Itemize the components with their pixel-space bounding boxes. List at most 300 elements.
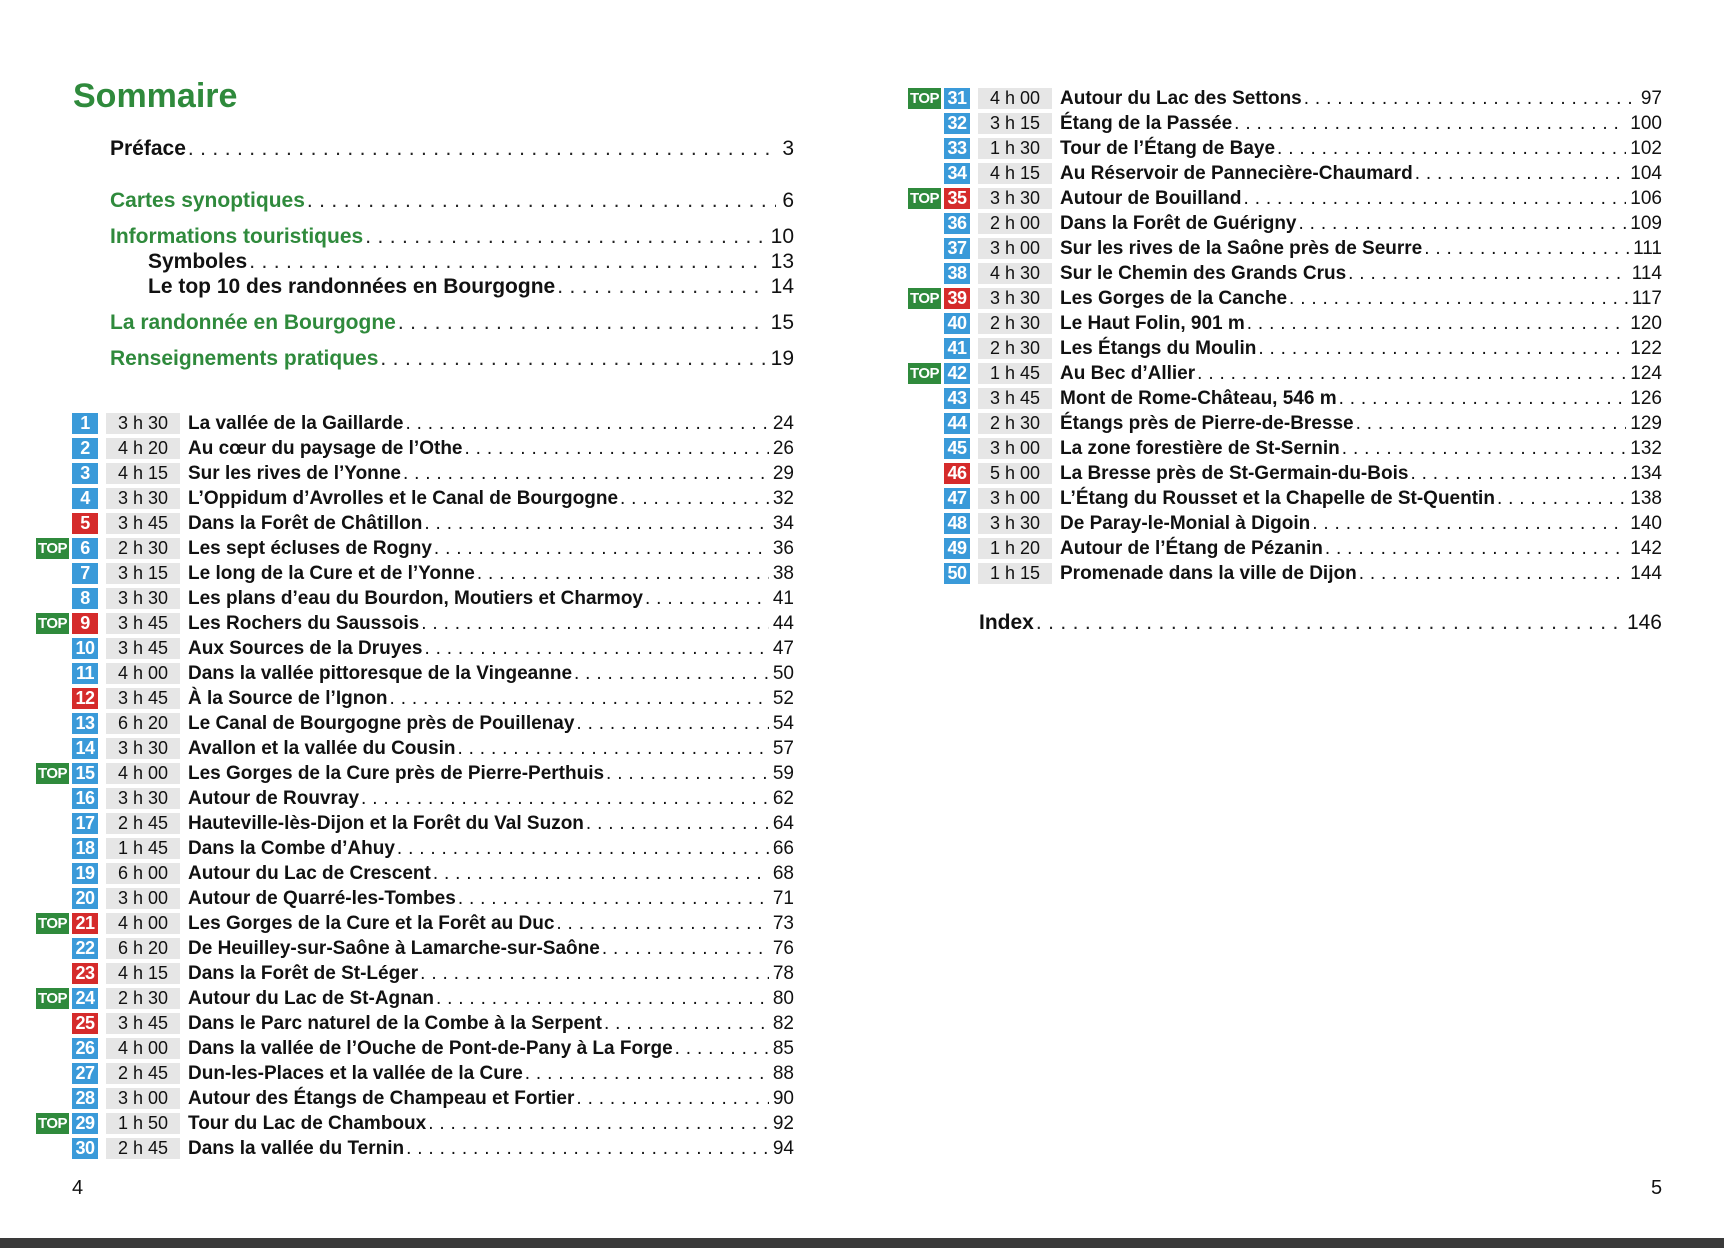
hike-duration: 4 h 15: [106, 463, 180, 484]
hike-number-badge: 3: [72, 463, 98, 484]
leader-dots: [602, 938, 769, 960]
hike-number-badge: 10: [72, 638, 98, 659]
top-badge: TOP: [37, 1115, 68, 1132]
hike-name: Hauteville-lès-Dijon et la Forêt du Val Suzon: [188, 812, 584, 834]
hike-page: 52: [772, 687, 794, 709]
leader-dots: [457, 738, 768, 760]
hike-number-badge: 4: [72, 488, 98, 509]
hike-row: [944, 511, 1662, 536]
hike-row: [944, 386, 1662, 411]
top-badge: TOP: [37, 615, 68, 632]
hike-duration: 2 h 30: [978, 413, 1052, 434]
toc-entry-randonnee: [110, 310, 794, 336]
hike-name: Les sept écluses de Rogny: [188, 537, 432, 559]
hike-row: [37, 536, 794, 561]
hike-number-badge: 17: [72, 813, 98, 834]
leader-dots: [406, 1138, 769, 1160]
hike-duration: 3 h 30: [106, 413, 180, 434]
hike-duration: 6 h 20: [106, 713, 180, 734]
hike-duration: 6 h 00: [106, 863, 180, 884]
hike-number-badge: 18: [72, 838, 98, 859]
leader-dots: [1244, 188, 1627, 210]
leader-dots: [576, 713, 768, 735]
top-badge: TOP: [37, 990, 68, 1007]
hike-name: Tour du Lac de Chamboux: [188, 1112, 427, 1134]
hike-row: [944, 311, 1662, 336]
leader-dots: [1304, 88, 1637, 110]
hike-name: Autour du Lac de Crescent: [188, 862, 431, 884]
hike-number-badge: 40: [944, 313, 970, 334]
hike-name: L’Oppidum d’Avrolles et le Canal de Bourgogne: [188, 487, 619, 509]
hike-name: Les plans d’eau du Bourdon, Moutiers et Charmoy: [188, 587, 643, 609]
hike-name: Au cœur du paysage de l’Othe: [188, 437, 463, 459]
top-badge: TOP: [37, 915, 68, 932]
hike-name: Les Gorges de la Canche: [1060, 287, 1288, 309]
hike-page: 144: [1630, 562, 1662, 584]
hike-row: [72, 411, 794, 436]
hike-page: 132: [1630, 437, 1662, 459]
hike-page: 71: [772, 887, 794, 909]
hike-duration: 3 h 30: [978, 288, 1052, 309]
hike-name: Autour de Rouvray: [188, 787, 360, 809]
hike-row: [944, 161, 1662, 186]
hike-number-badge: 19: [72, 863, 98, 884]
leader-dots: [620, 488, 769, 510]
hike-page: 66: [772, 837, 794, 859]
toc-entry-renseignements: [110, 346, 794, 372]
toc-entry-index: [979, 610, 1662, 636]
hike-number-badge: 32: [944, 113, 970, 134]
hike-page: 68: [772, 862, 794, 884]
leader-dots: [465, 438, 769, 460]
hike-duration: 1 h 20: [978, 538, 1052, 559]
hike-name: Au Réservoir de Pannecière-Chaumard: [1060, 162, 1413, 184]
top-badge: TOP: [909, 190, 940, 207]
hike-row: [37, 611, 794, 636]
hike-list-left: [37, 411, 794, 1161]
hike-duration: 3 h 30: [106, 588, 180, 609]
hike-number-badge: 6: [72, 538, 98, 559]
hike-page: 106: [1630, 187, 1662, 209]
hike-name: La zone forestière de St-Sernin: [1060, 437, 1340, 459]
leader-dots: [428, 1113, 769, 1135]
hike-number-badge: 26: [72, 1038, 98, 1059]
hike-row: [37, 1111, 794, 1136]
hike-duration: 1 h 30: [978, 138, 1052, 159]
hike-number-badge: 11: [72, 663, 98, 684]
hike-duration: 3 h 00: [978, 438, 1052, 459]
hike-name: Dans la Combe d’Ahuy: [188, 837, 395, 859]
hike-duration: 1 h 15: [978, 563, 1052, 584]
hike-duration: 3 h 45: [106, 1013, 180, 1034]
hike-page: 24: [772, 412, 794, 434]
hike-duration: 4 h 15: [978, 163, 1052, 184]
leader-dots: [1342, 438, 1627, 460]
hike-number-badge: 34: [944, 163, 970, 184]
leader-dots: [1277, 138, 1626, 160]
leader-dots: [1036, 610, 1621, 636]
toc-label: Index: [979, 611, 1034, 634]
hike-row: [944, 136, 1662, 161]
hike-name: Dans la Forêt de Châtillon: [188, 512, 423, 534]
toc-label: Le top 10 des randonnées en Bourgogne: [148, 275, 556, 298]
hike-number-badge: 7: [72, 563, 98, 584]
hike-number-badge: 46: [944, 463, 970, 484]
hike-number-badge: 27: [72, 1063, 98, 1084]
leader-dots: [586, 813, 769, 835]
hike-row: [944, 261, 1662, 286]
hike-number-badge: 22: [72, 938, 98, 959]
top-badge: TOP: [37, 765, 68, 782]
hike-duration: 6 h 20: [106, 938, 180, 959]
hike-duration: 2 h 45: [106, 1138, 180, 1159]
leader-dots: [307, 188, 776, 214]
hike-duration: 4 h 00: [106, 1038, 180, 1059]
hike-name: Les Gorges de la Cure près de Pierre-Perthuis: [188, 762, 605, 784]
hike-duration: 3 h 30: [106, 488, 180, 509]
hike-name: Dans la vallée du Ternin: [188, 1137, 405, 1159]
leader-dots: [606, 763, 769, 785]
hike-page: 36: [772, 537, 794, 559]
hike-page: 140: [1630, 512, 1662, 534]
hike-duration: 4 h 00: [106, 763, 180, 784]
hike-duration: 4 h 20: [106, 438, 180, 459]
top-badge: TOP: [909, 290, 940, 307]
hike-duration: 2 h 30: [106, 988, 180, 1009]
hike-name: Aux Sources de la Druyes: [188, 637, 423, 659]
hike-row: [944, 536, 1662, 561]
leader-dots: [1348, 263, 1628, 285]
window-bottom-bar: [0, 1238, 1724, 1248]
hike-page: 129: [1630, 412, 1662, 434]
hike-name: La vallée de la Gaillarde: [188, 412, 404, 434]
hike-name: La Bresse près de St-Germain-du-Bois: [1060, 462, 1409, 484]
hike-name: Sur les rives de l’Yonne: [188, 462, 401, 484]
hike-name: Promenade dans la ville de Dijon: [1060, 562, 1357, 584]
leader-dots: [1312, 513, 1626, 535]
hike-duration: 4 h 00: [106, 663, 180, 684]
hike-row: [944, 436, 1662, 461]
leader-dots: [1258, 338, 1626, 360]
leader-dots: [249, 249, 764, 275]
hike-name: De Paray-le-Monial à Digoin: [1060, 512, 1311, 534]
toc-page: 146: [1626, 611, 1662, 634]
hike-duration: 2 h 30: [978, 313, 1052, 334]
hike-row: [37, 761, 794, 786]
hike-number-badge: 25: [72, 1013, 98, 1034]
hike-name: Dans la Forêt de St-Léger: [188, 962, 419, 984]
hike-duration: 4 h 00: [978, 88, 1052, 109]
hike-number-badge: 5: [72, 513, 98, 534]
top-badge: TOP: [37, 540, 68, 557]
hike-page: 59: [772, 762, 794, 784]
hike-number-badge: 43: [944, 388, 970, 409]
hike-page: 41: [772, 587, 794, 609]
hike-page: 73: [772, 912, 794, 934]
toc-page: 14: [770, 275, 794, 298]
hike-number-badge: 13: [72, 713, 98, 734]
toc-label: Informations touristiques: [110, 225, 364, 248]
hike-duration: 2 h 45: [106, 813, 180, 834]
hike-name: Dans la vallée pittoresque de la Vingeanne: [188, 662, 573, 684]
hike-number-badge: 33: [944, 138, 970, 159]
leader-dots: [645, 588, 769, 610]
hike-duration: 2 h 45: [106, 1063, 180, 1084]
hike-row: [72, 1086, 794, 1111]
hike-page: 111: [1633, 237, 1662, 259]
hike-number-badge: 38: [944, 263, 970, 284]
leader-dots: [1356, 413, 1627, 435]
hike-page: 122: [1630, 337, 1662, 359]
hike-row: [944, 211, 1662, 236]
hike-page: 88: [772, 1062, 794, 1084]
hike-row: [944, 411, 1662, 436]
toc-page: 3: [782, 137, 794, 160]
hike-duration: 3 h 45: [106, 688, 180, 709]
hike-name: Les Rochers du Saussois: [188, 612, 420, 634]
hike-name: Autour du Lac de St-Agnan: [188, 987, 434, 1009]
hike-duration: 1 h 45: [106, 838, 180, 859]
hike-name: Mont de Rome-Château, 546 m: [1060, 387, 1337, 409]
hike-row: [72, 1061, 794, 1086]
hike-row: [909, 286, 1662, 311]
hike-name: Les Gorges de la Cure et la Forêt au Duc: [188, 912, 555, 934]
hike-number-badge: 39: [944, 288, 970, 309]
hike-duration: 3 h 30: [106, 788, 180, 809]
hike-number-badge: 1: [72, 413, 98, 434]
leader-dots: [477, 563, 769, 585]
hike-page: 104: [1630, 162, 1662, 184]
leader-dots: [557, 274, 764, 300]
hike-duration: 3 h 15: [106, 563, 180, 584]
hike-number-badge: 15: [72, 763, 98, 784]
leader-dots: [424, 513, 768, 535]
toc-label: La randonnée en Bourgogne: [110, 311, 396, 334]
leader-dots: [1415, 163, 1627, 185]
leader-dots: [458, 888, 769, 910]
toc-label: Renseignements pratiques: [110, 347, 379, 370]
leader-dots: [576, 1088, 768, 1110]
leader-dots: [1497, 488, 1626, 510]
hike-number-badge: 37: [944, 238, 970, 259]
hike-page: 34: [772, 512, 794, 534]
hike-name: Autour de l’Étang de Pézanin: [1060, 537, 1323, 559]
leader-dots: [403, 463, 769, 485]
hike-number-badge: 28: [72, 1088, 98, 1109]
hike-number-badge: 12: [72, 688, 98, 709]
hike-row: [909, 361, 1662, 386]
hike-page: 138: [1630, 487, 1662, 509]
hike-name: Tour de l’Étang de Baye: [1060, 137, 1276, 159]
leader-dots: [1424, 238, 1629, 260]
hike-name: Étang de la Passée: [1060, 112, 1233, 134]
hike-duration: 3 h 45: [106, 613, 180, 634]
hike-page: 50: [772, 662, 794, 684]
hike-number-badge: 45: [944, 438, 970, 459]
hike-name: Autour des Étangs de Champeau et Fortier: [188, 1087, 575, 1109]
toc-label: Cartes synoptiques: [110, 189, 305, 212]
hike-page: 120: [1630, 312, 1662, 334]
leader-dots: [380, 346, 764, 372]
hike-row: [72, 736, 794, 761]
hike-name: Étangs près de Pierre-de-Bresse: [1060, 412, 1354, 434]
hike-row: [72, 1136, 794, 1161]
hike-page: 54: [772, 712, 794, 734]
leader-dots: [1197, 363, 1626, 385]
hike-row: [72, 811, 794, 836]
leader-dots: [420, 963, 769, 985]
hike-row: [72, 836, 794, 861]
hike-number-badge: 21: [72, 913, 98, 934]
page-number-right: 5: [1651, 1177, 1663, 1199]
hike-page: 57: [772, 737, 794, 759]
leader-dots: [421, 613, 769, 635]
leader-dots: [574, 663, 769, 685]
hike-number-badge: 23: [72, 963, 98, 984]
hike-row: [72, 686, 794, 711]
hike-row: [944, 461, 1662, 486]
top-badge: TOP: [909, 365, 940, 382]
leader-dots: [604, 1013, 769, 1035]
hike-number-badge: 36: [944, 213, 970, 234]
leader-dots: [365, 224, 764, 250]
hike-row: [72, 661, 794, 686]
hike-duration: 3 h 30: [978, 188, 1052, 209]
hike-duration: 3 h 15: [978, 113, 1052, 134]
toc-label: Symboles: [148, 250, 248, 273]
hike-name: Dans la Forêt de Guérigny: [1060, 212, 1297, 234]
hike-row: [72, 961, 794, 986]
hike-duration: 3 h 30: [106, 738, 180, 759]
leader-dots: [675, 1038, 769, 1060]
hike-name: Le Haut Folin, 901 m: [1060, 312, 1245, 334]
leader-dots: [1234, 113, 1626, 135]
leader-dots: [188, 136, 776, 162]
hike-page: 90: [772, 1087, 794, 1109]
hike-page: 124: [1630, 362, 1662, 384]
hike-page: 97: [1640, 87, 1662, 109]
hike-row: [72, 711, 794, 736]
hike-duration: 3 h 00: [106, 888, 180, 909]
hike-name: Le long de la Cure et de l’Yonne: [188, 562, 475, 584]
hike-page: 94: [772, 1137, 794, 1159]
leader-dots: [361, 788, 769, 810]
leader-dots: [1339, 388, 1627, 410]
hike-number-badge: 42: [944, 363, 970, 384]
right-page: [862, 0, 1724, 1248]
toc-entry-symboles: [148, 249, 794, 275]
page-title: Sommaire: [73, 77, 238, 115]
hike-duration: 1 h 50: [106, 1113, 180, 1134]
hike-row: [944, 111, 1662, 136]
hike-page: 100: [1630, 112, 1662, 134]
hike-name: Le Canal de Bourgogne près de Pouillenay: [188, 712, 575, 734]
hike-number-badge: 16: [72, 788, 98, 809]
hike-duration: 3 h 30: [978, 513, 1052, 534]
hike-number-badge: 49: [944, 538, 970, 559]
toc-page: 10: [770, 225, 794, 248]
toc-page: 19: [770, 347, 794, 370]
hike-name: Autour du Lac des Settons: [1060, 87, 1302, 109]
hike-page: 29: [772, 462, 794, 484]
hike-page: 102: [1630, 137, 1662, 159]
hike-number-badge: 50: [944, 563, 970, 584]
hike-page: 38: [772, 562, 794, 584]
hike-row: [72, 636, 794, 661]
hike-page: 109: [1630, 212, 1662, 234]
hike-duration: 3 h 45: [106, 513, 180, 534]
hike-row: [72, 786, 794, 811]
hike-number-badge: 30: [72, 1138, 98, 1159]
toc-page: 15: [770, 311, 794, 334]
hike-page: 92: [772, 1112, 794, 1134]
hike-page: 134: [1630, 462, 1662, 484]
hike-number-badge: 44: [944, 413, 970, 434]
leader-dots: [1247, 313, 1627, 335]
leader-dots: [424, 638, 768, 660]
hike-name: Sur le Chemin des Grands Crus: [1060, 262, 1347, 284]
hike-name: Autour de Bouilland: [1060, 187, 1242, 209]
hike-name: Avallon et la vallée du Cousin: [188, 737, 456, 759]
leader-dots: [1359, 563, 1627, 585]
hike-number-badge: 14: [72, 738, 98, 759]
hike-number-badge: 8: [72, 588, 98, 609]
hike-name: L’Étang du Rousset et la Chapelle de St-Quentin: [1060, 487, 1495, 509]
hike-page: 85: [772, 1037, 794, 1059]
hike-name: Les Étangs du Moulin: [1060, 337, 1257, 359]
hike-name: De Heuilley-sur-Saône à Lamarche-sur-Saône: [188, 937, 600, 959]
hike-number-badge: 47: [944, 488, 970, 509]
hike-number-badge: 31: [944, 88, 970, 109]
hike-row: [944, 561, 1662, 586]
hike-duration: 4 h 30: [978, 263, 1052, 284]
hike-page: 126: [1630, 387, 1662, 409]
hike-page: 32: [772, 487, 794, 509]
hike-duration: 4 h 00: [106, 913, 180, 934]
hike-duration: 3 h 45: [978, 388, 1052, 409]
leader-dots: [1325, 538, 1626, 560]
hike-row: [72, 936, 794, 961]
hike-duration: 4 h 15: [106, 963, 180, 984]
hike-page: 80: [772, 987, 794, 1009]
page-number-left: 4: [72, 1177, 84, 1199]
hike-page: 62: [772, 787, 794, 809]
leader-dots: [1299, 213, 1627, 235]
leader-dots: [525, 1063, 769, 1085]
hike-duration: 2 h 00: [978, 213, 1052, 234]
hike-name: Sur les rives de la Saône près de Seurre: [1060, 237, 1423, 259]
hike-number-badge: 29: [72, 1113, 98, 1134]
hike-name: Dans le Parc naturel de la Combe à la Serpent: [188, 1012, 602, 1034]
hike-page: 142: [1630, 537, 1662, 559]
hike-row: [72, 436, 794, 461]
hike-row: [944, 336, 1662, 361]
hike-row: [909, 186, 1662, 211]
leader-dots: [436, 988, 769, 1010]
hike-duration: 3 h 00: [978, 488, 1052, 509]
toc-entry-preface: [110, 136, 794, 162]
toc-page: 13: [770, 250, 794, 273]
hike-row: [944, 486, 1662, 511]
toc-entry-cartes: [110, 188, 794, 214]
hike-name: Autour de Quarré-les-Tombes: [188, 887, 456, 909]
hike-duration: 3 h 00: [978, 238, 1052, 259]
hike-duration: 1 h 45: [978, 363, 1052, 384]
leader-dots: [556, 913, 768, 935]
hike-row: [72, 486, 794, 511]
hike-page: 47: [772, 637, 794, 659]
hike-row: [72, 886, 794, 911]
